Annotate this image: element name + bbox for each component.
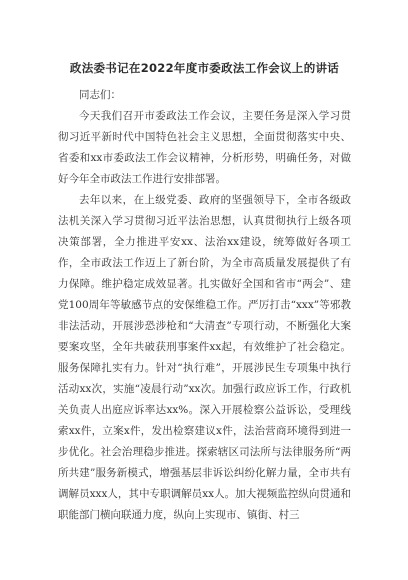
- document-title: 政法委书记在2022年度市委政法工作会议上的讲话: [69, 61, 340, 75]
- salutation: 同志们：: [79, 89, 121, 101]
- paragraph-2: 去年以来，在上级党委、政府的坚强领导下，全市各级政法机关深入学习贯彻习近平法治思想，认真贯彻执行上级各项决策部署，全力推进平安xx、法治xx建设，统筹做好各项工作，全市政法工作迈上了新台阶，为全市高质量发展提供了有力保障。维护稳定成效显著。扎实做好全国和省市“两会”、建党100周年等敏感节点的安保维稳工作。严厉打击“xxx”等邪教非法活动，开展涉恐涉枪和“大清查”专项行动，不断强化大案要案攻坚，全年共破获刑事案件xx起，有效维护了社会稳定。服务保障扎实有力。针对“执行难”，开展涉民生专项集中执行活动xx次，实施“凌晨行动”xx次。加强行政应诉工作，行政机关负责人出庭应诉率达xx%。深入开展检察公益诉讼，受理线索xx件，立案x件，发出检察建议x件，法治营商环境得到进一步优化。社会治理稳步推进。探索辖区司法所与法律服务所“两所共建”服务新模式，增强基层非诉讼纠纷化解力量，全市共有调解员xxx人，其中专职调解员xx人。加大视频监控纵向贯通和职能部门横向联通力度，纵向上实现市、镇街、村三: [58, 194, 351, 521]
- paragraph-1: 今天我们召开市委政法工作会议，主要任务是深入学习贯彻习近平新时代中国特色社会主义思想，全面贯彻落实中央、省委和xx市委政法工作会议精神，分析形势，明确任务，对做好今年全市政法工作进行安排部署。: [58, 110, 351, 185]
